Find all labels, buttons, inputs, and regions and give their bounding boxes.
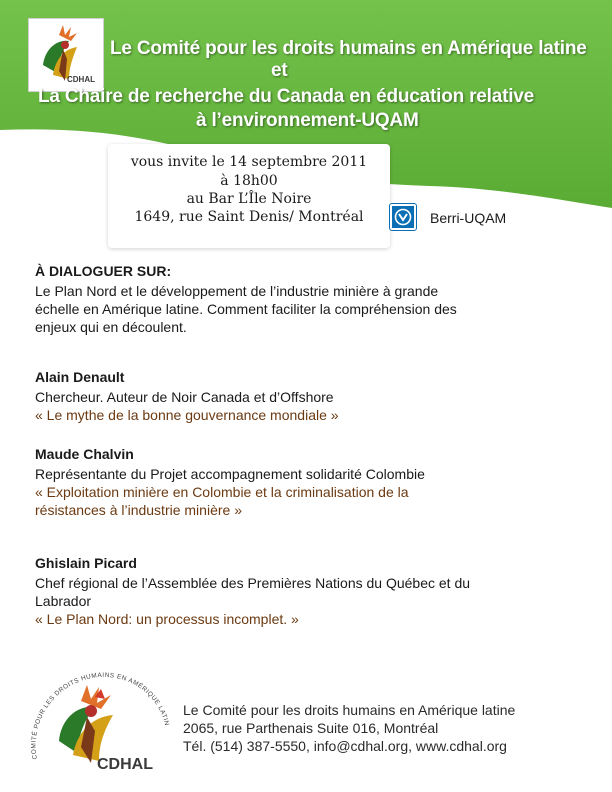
speaker-role: Chercheur. Auteur de Noir Canada et d’Offshore [35,389,334,405]
dialogue-text [35,282,457,336]
metro-icon [390,204,416,230]
logo-top-text: CDHAL [67,75,95,84]
dialogue-line: enjeux qui en découlent. [35,319,187,335]
speaker-name: Alain Denault [35,369,125,385]
header-title-line-4: à l’environnement-UQAM [196,110,419,131]
invitation-box [108,144,390,248]
invitation-venue: au Bar L’Île Noire [186,191,312,207]
speaker-role: Représentante du Projet accompagnement solidarité Colombie [35,466,425,482]
invitation-address: 1649, rue Saint Denis/ Montréal [134,209,364,225]
speaker-talk-title: résistances à l’industrie minière » [35,502,242,518]
logo-bottom-text: CDHAL [97,756,153,773]
speaker-role: Labrador [35,593,92,609]
cdhal-logo-top [28,18,104,92]
speaker-talk-title: « Le Plan Nord: un processus incomplet. » [35,611,299,627]
speaker-name: Maude Chalvin [35,446,134,462]
speaker-details [35,465,425,519]
dialogue-line: Le Plan Nord et le développement de l’industrie minière à grande [35,283,439,299]
speaker-details [35,388,339,424]
logo-arc-text: COMITÉ POUR LES DROITS HUMAINS EN AMÉRIQUE LATIN [30,671,171,760]
speaker-details [35,574,470,628]
header-title-line-1: Le Comité pour les droits humains en Amérique latine [110,38,587,59]
footer-org-name: Le Comité pour les droits humains en Amérique latine [183,702,516,718]
invitation-date: vous invite le 14 septembre 2011 [130,154,368,170]
invitation-time: à 18h00 [220,173,278,189]
cdhal-logo-bottom [25,667,175,777]
footer-contact: Tél. (514) 387-5550, info@cdhal.org, www.cdhal.org [183,738,507,754]
speaker-talk-title: « Le mythe de la bonne gouvernance mondiale » [35,407,339,423]
speaker-name: Ghislain Picard [35,555,137,571]
speaker-role: Chef régional de l’Assemblée des Premières Nations du Québec et du [35,575,471,591]
dialogue-heading: À DIALOGUER SUR: [35,263,172,279]
metro-station-label: Berri-UQAM [430,210,507,226]
header-title-line-3: La Chaire de recherche du Canada en éducation relative [38,86,535,107]
dialogue-line: échelle en Amérique latine. Comment faciliter la compréhension des [35,301,457,317]
header-title-line-2: et [271,60,288,81]
footer-address: 2065, rue Parthenais Suite 016, Montréal [183,720,439,736]
speaker-talk-title: « Exploitation minière en Colombie et la criminalisation de la [35,484,409,500]
